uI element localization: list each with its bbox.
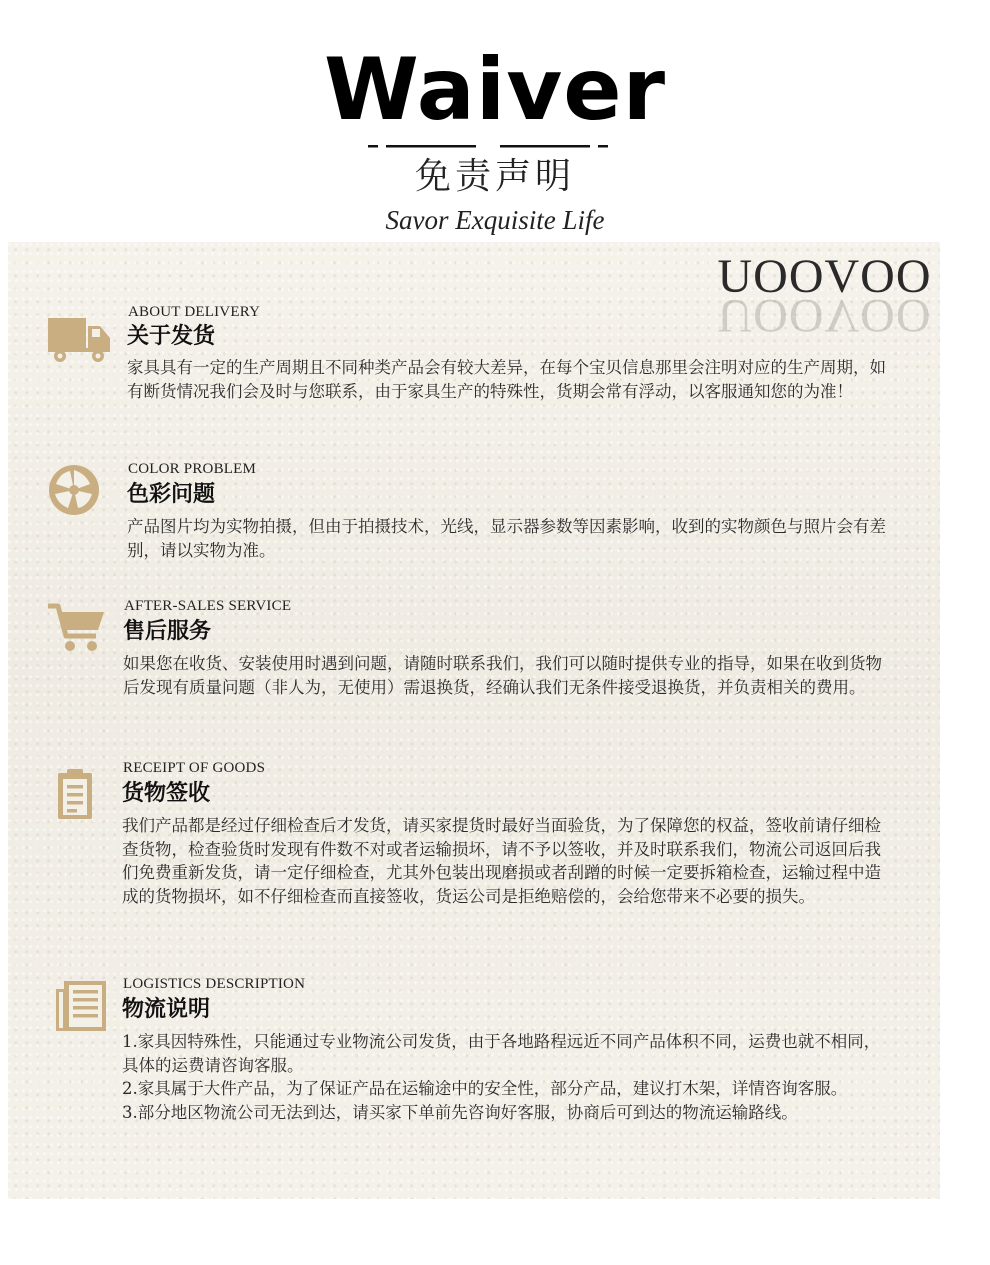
page-title: Waiver [323,40,667,140]
header [0,0,990,240]
section-title-en: COLOR PROBLEM [128,461,257,477]
section-body [127,356,897,403]
section-body-text: 我们产品都是经过仔细检查后才发货，请买家提货时最好当面验货，为了保障您的权益，签收前请仔细检查货物，检查验货时发现有件数不对或者运输损坏，请不予以签收，并及时联系我们，物流公司返回后我们免费重新发货，请一定仔细检查，尤其外包装出现磨损或者刮蹭的时候一定要拆箱检查，运输过程中造成的货物损坏，如不仔细检查而直接签收，货运公司是拒绝赔偿的，会给您带来不必要的损失。 [122,816,881,906]
section-body [122,1030,892,1124]
brand-logo: UOOVOO [717,250,932,303]
section-body [123,652,893,699]
section-body [122,814,892,908]
section-body [127,515,897,562]
brand-logo-reflection [717,289,932,342]
title-divider [368,143,608,149]
brand-logo-reflection-text: UOOVOO [717,289,932,342]
tagline: Savor Exquisite Life [385,205,605,235]
section-title-en: LOGISTICS DESCRIPTION [123,976,306,992]
section-title-cn: 物流说明 [122,996,211,1022]
section-title-cn: 货物签收 [122,780,211,806]
section-title-en: RECEIPT OF GOODS [123,760,266,776]
section-body-text: 如果您在收货、安装使用时遇到问题，请随时联系我们，我们可以随时提供专业的指导，如果在收到货物后发现有质量问题（非人为，无使用）需退换货，经确认我们无条件接受退换货，并负责相关的费用。 [123,654,882,697]
clipboard-icon [48,767,112,823]
section-body-text: 产品图片均为实物拍摄，但由于拍摄技术，光线，显示器参数等因素影响，收到的实物颜色与照片会有差别，请以实物为准。 [127,517,886,560]
truck-icon [48,312,112,368]
section-title-cn: 售后服务 [123,618,212,644]
page-subtitle: 免责声明 [414,156,575,197]
section-title-cn: 色彩问题 [127,481,216,507]
logistics-item-3: 3.部分地区物流公司无法到达，请买家下单前先咨询好客服，协商后可到达的物流运输路线。 [122,1102,798,1122]
waiver-panel [8,242,940,1199]
color-palette-icon [46,464,110,520]
logistics-item-1: 1.家具因特殊性，只能通过专业物流公司发货，由于各地路程远近不同产品体积不同，运费也就不相同，具体的运费请咨询客服。 [122,1032,881,1075]
section-title-cn: 关于发货 [127,323,216,349]
section-title-en: ABOUT DELIVERY [128,304,261,320]
section-body-text: 家具具有一定的生产周期且不同种类产品会有较大差异，在每个宝贝信息那里会注明对应的生产周期，如有断货情况我们会及时与您联系，由于家具生产的特殊性，货期会常有浮动，以客服通知您的为准！ [127,358,886,401]
logistics-item-2: 2.家具属于大件产品，为了保证产品在运输途中的安全性，部分产品，建议打木架，详情咨询客服。 [122,1079,848,1098]
shopping-cart-icon [46,602,110,658]
document-list-icon [54,979,118,1035]
section-title-en: AFTER-SALES SERVICE [124,598,292,614]
